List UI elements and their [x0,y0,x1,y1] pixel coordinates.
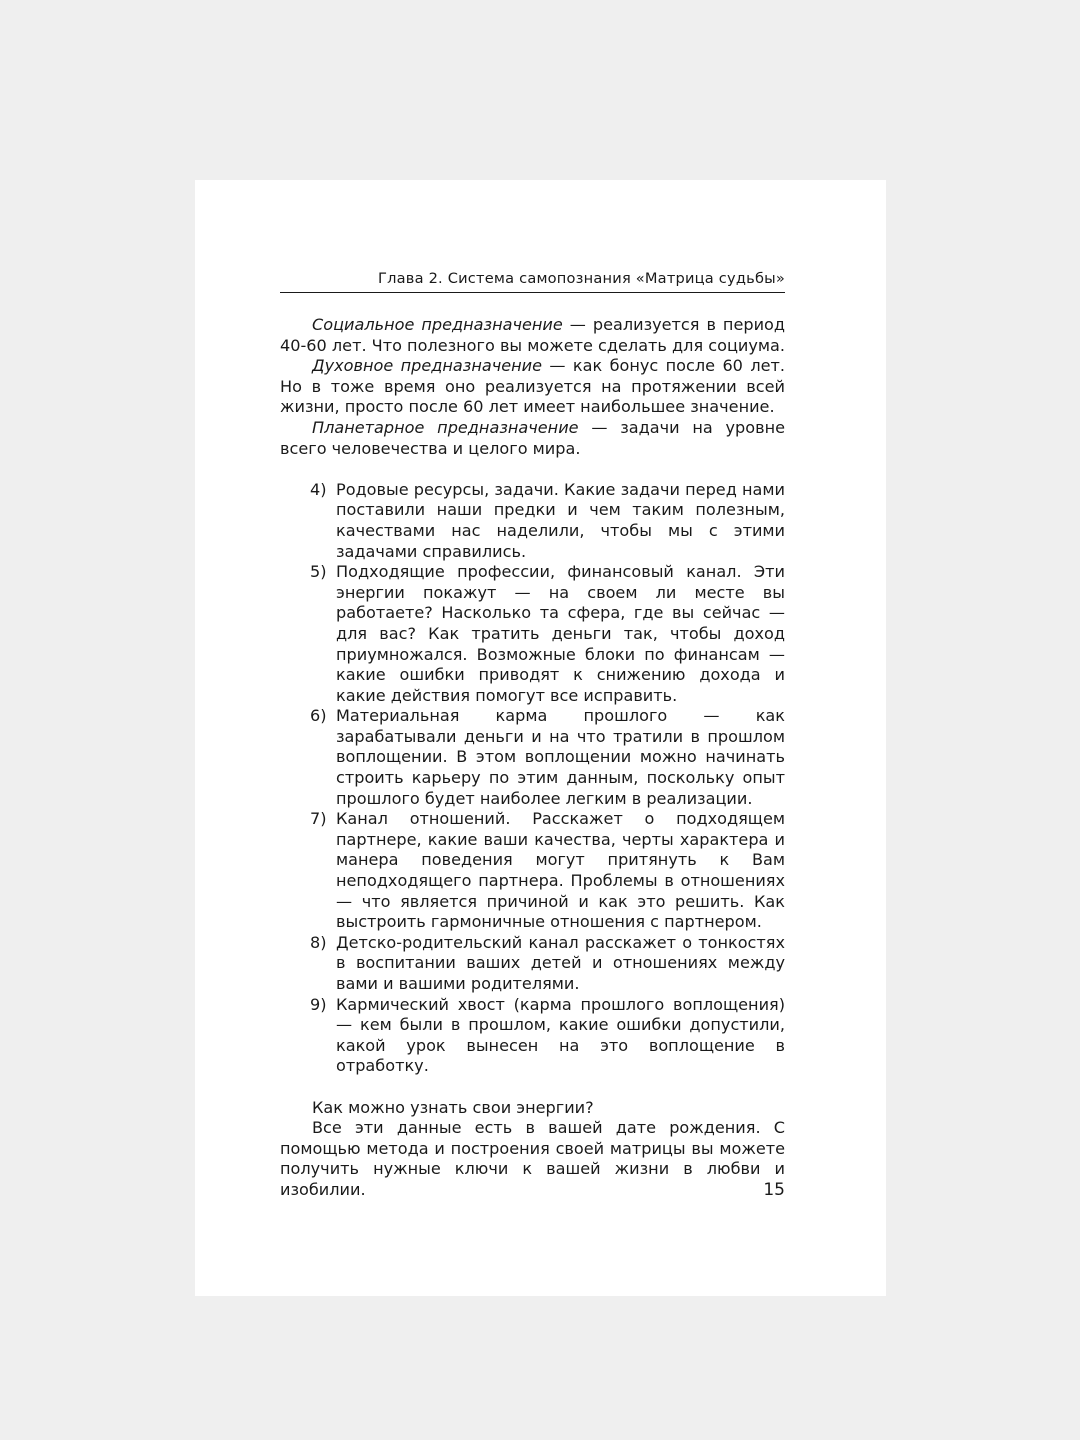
list-item-number: 7) [310,809,327,829]
list-item-number: 8) [310,932,327,952]
term-planetary: Планетарное предназначение [312,417,579,437]
running-head: Глава 2. Система самопознания «Матрица судьбы» [280,269,785,293]
list-item-number: 4) [310,479,327,499]
list-item [280,562,785,706]
term-social: Социальное предназначение [312,315,563,334]
list-item [280,480,785,562]
list-item-text: Подходящие профессии, финансовый канал. Эти энергии покажут — на своем ли месте вы работаете? Насколько та сфера, где вы сейчас — для вас? Как тратить деньги так, чтобы доход приумножался. Возможные блоки по финансам — какие ошибки приводят к снижению дохода и какие действия помогут все исправить. [336,562,785,705]
body-text [280,315,785,1201]
list-item-text: Кармический хвост (карма прошлого воплощения) — кем были в прошлом, какие ошибки допустили, какой урок вынесен на это воплощение в отработку. [336,994,785,1076]
closing-answer: Все эти данные есть в вашей дате рождения. С помощью метода и построения своей матрицы вы можете получить нужные ключи к вашей жизни в любви и изобилии. [280,1118,785,1199]
closing-question: Как можно узнать свои энергии? [312,1097,594,1117]
numbered-list [280,480,785,1077]
paragraph-planetary [280,418,785,459]
list-item-number: 6) [310,706,327,726]
list-item [280,995,785,1077]
paragraph-social [280,315,785,356]
paragraph-spiritual [280,356,785,418]
list-item-text: Детско-родительский канал расскажет о тонкостях в воспитании ваших детей и отношениях между вами и вашими родителями. [336,932,785,993]
list-item [280,933,785,995]
text-social: — реализуется в период 40-60 лет. Что полезного вы можете сделать для социума. [280,315,785,355]
page-number: 15 [763,1180,785,1200]
book-page [195,180,886,1296]
list-item-text: Родовые ресурсы, задачи. Какие задачи перед нами поставили наши предки и чем таким полезным, качествами нас наделили, чтобы мы с этими задачами справились. [336,479,785,561]
list-item-number: 5) [310,562,327,582]
text-spiritual: — как бонус после 60 лет. Но в тоже время оно реализуется на протяжении всей жизни, просто после 60 лет имеет наибольшее значение. [280,356,785,417]
term-spiritual: Духовное предназначение [312,356,543,376]
text-planetary: — задачи на уровне всего человечества и целого мира. [280,417,785,458]
list-item-text: Канал отношений. Расскажет о подходящем партнере, какие ваши качества, черты характера и манера поведения могут притянуть к Вам неподходящего партнера. Проблемы в отношениях — что является причиной и как это решить. Как выстроить гармоничные отношения с партнером. [336,809,785,932]
list-item-number: 9) [310,994,327,1014]
list-item-text: Материальная карма прошлого — как зарабатывали деньги и на что тратили в прошлом воплощении. В этом воплощении можно начинать строить карьеру по этим данным, поскольку опыт прошлого будет наиболее легким в реализации. [336,706,785,808]
list-item [280,706,785,809]
list-item [280,809,785,933]
